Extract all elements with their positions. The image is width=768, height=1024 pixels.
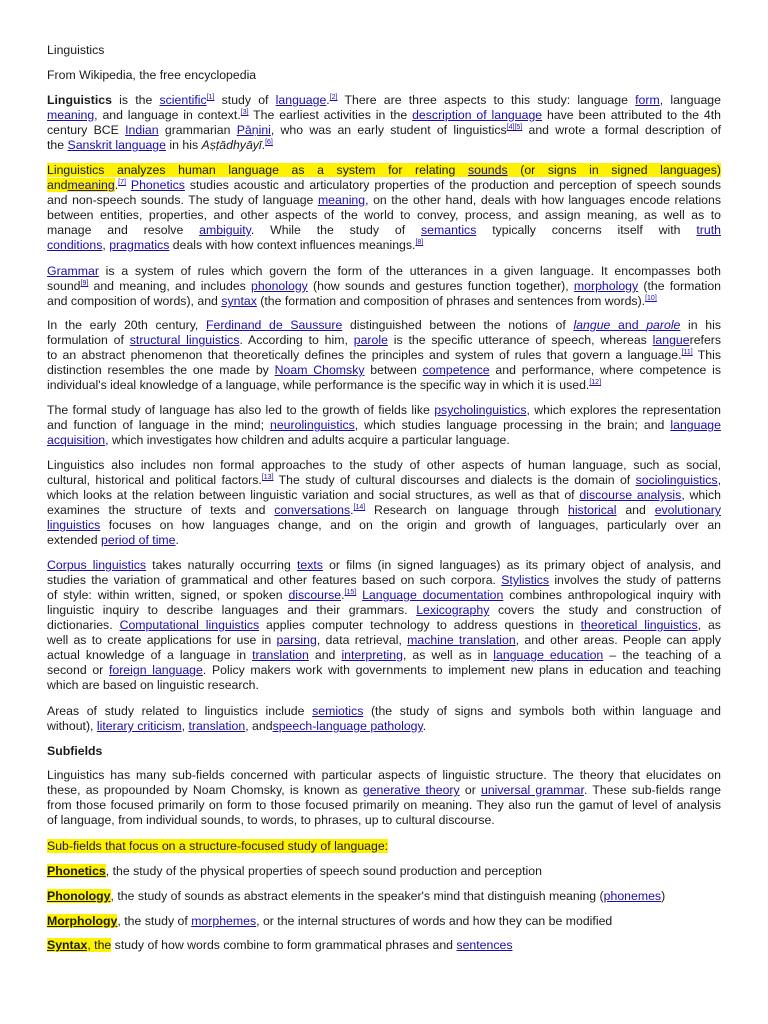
text-run: , data retrieval, — [316, 633, 408, 647]
text-line — [47, 798, 721, 813]
text-line — [47, 363, 721, 378]
text-run: and composition of words), and — [47, 294, 222, 308]
text-run: . According to him, — [239, 333, 354, 347]
wiki-link[interactable]: semiotics — [312, 704, 364, 718]
citation-link[interactable]: [10] — [645, 295, 657, 302]
text-run: , as — [697, 618, 721, 632]
text-run: in his — [165, 138, 202, 152]
text-line — [47, 719, 721, 734]
wiki-link[interactable]: translation — [188, 719, 246, 733]
text-run: . — [422, 719, 427, 733]
text-line — [47, 318, 721, 333]
text-run: between — [364, 363, 423, 377]
text-run: studies acoustic and articulatory properties of the production and perception of speech sounds — [184, 178, 722, 192]
wiki-link[interactable]: literary criticism — [96, 719, 182, 733]
text-run: examines the structure of texts and — [47, 503, 275, 517]
wiki-link[interactable]: meaning — [317, 193, 366, 207]
wiki-link[interactable]: Sanskrit language — [67, 138, 166, 152]
wiki-link[interactable]: machine translation — [407, 633, 516, 647]
wiki-link[interactable]: period of time — [101, 533, 176, 547]
wiki-link[interactable]: speech-language pathology — [272, 719, 423, 733]
text-run: This — [692, 348, 721, 362]
wiki-link[interactable]: foreign language — [108, 663, 203, 677]
text-run: covers the study and construction of — [489, 603, 721, 617]
text-line — [47, 503, 721, 518]
text-run: , as well as in — [402, 648, 494, 662]
text-run: Linguistics has many sub-fields concerned with particular aspects of linguistic structure. The theory that elucidates on — [47, 768, 721, 782]
text-line — [47, 178, 721, 193]
text-run: is the — [111, 93, 160, 107]
text-run: (or signs in signed languages) — [507, 163, 721, 177]
wiki-link[interactable]: parsing — [276, 633, 317, 647]
text-run: these, as propounded by Noam Chomsky, is known as — [47, 783, 363, 797]
wiki-link[interactable]: discourse analysis — [579, 488, 682, 502]
text-run: . — [326, 93, 330, 107]
text-run: Areas of study related to linguistics include — [47, 704, 313, 718]
text-run: Linguistics analyzes human language as a system for relating — [47, 163, 468, 177]
text-run: typically concerns itself with — [476, 223, 697, 237]
text-line — [47, 938, 721, 953]
wiki-link[interactable]: Grammar — [47, 264, 99, 278]
text-run: or films (in signed languages) as its primary object of analysis, and — [322, 558, 721, 572]
text-run: study of — [214, 93, 276, 107]
text-line — [47, 279, 721, 294]
citation-link[interactable]: [3] — [240, 109, 249, 116]
text-run: takes naturally occurring — [146, 558, 297, 572]
text-line — [47, 744, 721, 759]
text-run: have been attributed to the 4th — [542, 108, 721, 122]
wiki-link[interactable]: Pāṇini — [236, 123, 271, 137]
text-run: distinction resembles the one made by — [47, 363, 275, 377]
text-run: is the specific utterance of speech, whereas — [387, 333, 653, 347]
text-run: , which studies language processing in the brain; and — [354, 418, 671, 432]
text-line — [47, 588, 721, 603]
wiki-link[interactable]: language — [275, 93, 327, 107]
text-run: . While the study of — [250, 223, 421, 237]
bold-term: Phonology — [47, 889, 111, 903]
wiki-link[interactable]: sentences — [456, 938, 513, 952]
text-run: without), — [47, 719, 97, 733]
text-run: , which investigates how children and adults acquire a particular language. — [105, 433, 510, 447]
text-run: . These sub-fields range — [583, 783, 721, 797]
text-line — [47, 193, 721, 208]
text-run: ) — [661, 889, 666, 903]
text-run: involves the study of patterns — [549, 573, 721, 587]
text-run: , the study of — [117, 914, 192, 928]
citation-link[interactable]: [12] — [589, 379, 602, 386]
text-line — [47, 108, 721, 123]
text-line — [47, 333, 721, 348]
wiki-link[interactable]: form — [635, 93, 660, 107]
wiki-link[interactable]: Language documentation — [362, 588, 504, 602]
text-run: between entities, properties, and other aspects of the world to convey, process, and assign meaning, as well as to — [47, 208, 721, 222]
text-run: dictionaries. — [47, 618, 120, 632]
text-line — [47, 163, 721, 178]
text-run: is a system of rules which govern the form of the utterances in a given language. It encompasses both — [98, 264, 721, 278]
text-run: (the study of signs and symbols both within language and — [363, 704, 721, 718]
citation-link[interactable]: [9] — [80, 280, 89, 287]
text-run: focuses on how languages change, and on the origin and growth of languages, particularly over an — [100, 518, 721, 532]
text-line — [47, 294, 721, 309]
text-run: which looks at the relation between linguistic variation and social structures, as well as that of — [47, 488, 580, 502]
text-run: , or the internal structures of words and how they can be modified — [256, 914, 613, 928]
text-line — [47, 418, 721, 433]
wiki-link[interactable]: parole — [646, 318, 681, 332]
bold-term: Morphology — [47, 914, 118, 928]
text-line — [47, 678, 721, 693]
text-run: refers — [689, 333, 722, 347]
bold-term: Phonetics — [47, 864, 106, 878]
text-run: (how sounds and gestures function together), — [307, 279, 574, 293]
wiki-link[interactable]: sounds — [467, 163, 508, 177]
text-run: of style: within written, signed, or spoken — [47, 588, 289, 602]
text-line — [47, 864, 721, 879]
text-run: , and — [245, 719, 273, 733]
wiki-link[interactable]: neurolinguistics — [270, 418, 355, 432]
text-run: . — [175, 533, 179, 547]
text-line — [47, 618, 721, 633]
wiki-link[interactable]: discourse — [288, 588, 342, 602]
citation-link[interactable]: [2] — [329, 94, 338, 101]
wiki-link[interactable]: historical — [567, 503, 617, 517]
text-run: The study of cultural discourses and dialects is the domain of — [273, 473, 636, 487]
text-run: There are three aspects to this study: language — [337, 93, 636, 107]
wiki-link[interactable]: Phonetics — [130, 178, 185, 192]
wiki-link[interactable]: translation — [252, 648, 309, 662]
text-run: applies computer technology to address questions in — [259, 618, 581, 632]
text-run: Sub-fields that focus on a structure-focused study of language: — [47, 839, 389, 853]
wiki-link[interactable]: langue — [652, 333, 690, 347]
text-run: of language, from individual sounds, to words, to phrases, up to cultural discourse. — [47, 813, 495, 827]
text-line — [47, 238, 721, 253]
text-run: and function of language in the mind; — [47, 418, 270, 432]
text-run: second or — [47, 663, 109, 677]
wiki-link[interactable]: universal grammar — [481, 783, 584, 797]
text-run: and meaning, and includes — [88, 279, 252, 293]
wiki-link[interactable]: Lexicography — [416, 603, 490, 617]
text-run: . Policy makers work with governments to implement new plans in education and teaching — [202, 663, 721, 677]
wiki-link[interactable]: psycholinguistics — [434, 403, 527, 417]
wiki-link[interactable]: truth — [696, 223, 721, 237]
wiki-link[interactable]: conversations — [274, 503, 351, 517]
text-line — [47, 914, 721, 929]
citation-link[interactable]: [4][5] — [506, 124, 523, 131]
text-run: In the early 20th century, — [47, 318, 206, 332]
wiki-link[interactable]: interpreting — [341, 648, 403, 662]
text-run: , — [181, 719, 189, 733]
text-line — [47, 839, 721, 854]
text-run: to an abstract phenomenon that theoretically defines the principles and system of rules that govern a language. — [47, 348, 682, 362]
citation-link[interactable]: [7] — [118, 179, 126, 186]
text-run: (the formation — [638, 279, 721, 293]
wiki-link[interactable]: morphemes — [191, 914, 257, 928]
text-run: The formal study of language has also led to the growth of fields like — [47, 403, 435, 417]
citation-link[interactable]: [8] — [415, 239, 424, 246]
text-line — [47, 348, 721, 363]
text-run: , the — [87, 938, 112, 952]
text-line — [47, 93, 721, 108]
text-line — [47, 518, 721, 533]
text-line — [47, 123, 721, 138]
wiki-link[interactable]: phonology — [251, 279, 308, 293]
text-run: . — [114, 178, 119, 192]
text-line — [47, 603, 721, 618]
text-line — [47, 223, 721, 238]
text-line — [47, 783, 721, 798]
text-run: study of how words combine to form grammatical phrases and — [111, 938, 457, 952]
text-line — [47, 138, 721, 153]
text-line — [47, 403, 721, 418]
wiki-link[interactable]: structural linguistics — [129, 333, 240, 347]
text-line — [47, 473, 721, 488]
text-run: , the study of sounds as abstract elements in the speaker's mind that distinguish meaning ( — [110, 889, 604, 903]
wiki-link[interactable]: theoretical linguistics — [580, 618, 698, 632]
text-run: and — [308, 648, 342, 662]
text-run: sound — [47, 279, 81, 293]
text-line — [47, 533, 721, 548]
text-run: grammarian — [158, 123, 237, 137]
citation-link[interactable]: [15] — [344, 589, 357, 596]
citation-link[interactable]: [13] — [261, 474, 274, 481]
text-line — [47, 488, 721, 503]
wiki-link[interactable]: langue — [573, 318, 611, 332]
text-run: formulation of — [47, 333, 130, 347]
text-run: actual knowledge of a language in — [47, 648, 253, 662]
text-run: linguistic inquiry to describe languages and their grammars. — [47, 603, 417, 617]
wiki-link[interactable]: morphology — [573, 279, 639, 293]
wiki-link[interactable]: Noam Chomsky — [274, 363, 365, 377]
text-run: Linguistics also includes non formal approaches to the study of other aspects of human language, such as social, — [47, 458, 721, 472]
text-line — [47, 704, 721, 719]
text-run: , — [102, 238, 110, 252]
wiki-link[interactable]: competence — [422, 363, 490, 377]
wiki-link[interactable]: language education — [493, 648, 604, 662]
text-run: from those focused primarily on form to those focused primarily on meaning. They also run the gamut of level of analysis — [47, 798, 721, 812]
wiki-link[interactable]: pragmatics — [109, 238, 170, 252]
wiki-link[interactable]: Computational linguistics — [119, 618, 260, 632]
citation-link[interactable]: [1] — [206, 94, 215, 101]
text-line — [47, 558, 721, 573]
wiki-link[interactable]: texts — [296, 558, 323, 572]
citation-link[interactable]: [6] — [265, 139, 273, 146]
wiki-link[interactable]: and — [610, 318, 647, 332]
text-run: , which explores the representation — [526, 403, 721, 417]
text-run: in his — [680, 318, 721, 332]
wiki-link[interactable]: description of language — [412, 108, 543, 122]
text-run: and — [616, 503, 655, 517]
text-run: Research on language through — [365, 503, 568, 517]
text-line — [47, 768, 721, 783]
bold-term: Subfields — [47, 744, 103, 758]
text-line — [47, 573, 721, 588]
text-run: , and language in context. — [94, 108, 241, 122]
wiki-link[interactable]: Indian — [125, 123, 159, 137]
text-run: individual's ideal knowledge of a language, while performance is the specific way in which it is used. — [47, 378, 590, 392]
text-run: , who was an early student of linguistics — [270, 123, 507, 137]
text-line — [47, 889, 721, 904]
wiki-link[interactable]: ambiguity — [199, 223, 251, 237]
wiki-link[interactable]: scientific — [159, 93, 207, 107]
text-line — [47, 663, 721, 678]
text-run: , — [717, 473, 721, 487]
text-run: and — [47, 178, 68, 192]
wiki-link[interactable]: evolutionary — [654, 503, 721, 517]
text-run: the — [47, 138, 68, 152]
text-run: . — [261, 138, 266, 152]
wiki-link[interactable]: generative theory — [362, 783, 460, 797]
text-run: Aṣṭādhyāyī — [201, 138, 262, 152]
text-run: extended — [47, 533, 102, 547]
text-line — [47, 633, 721, 648]
wiki-link[interactable]: sociolinguistics — [635, 473, 718, 487]
wiki-link[interactable]: meaning — [67, 178, 115, 192]
text-line — [47, 458, 721, 473]
text-run: . — [350, 503, 354, 517]
wiki-link[interactable]: linguistics — [47, 518, 101, 532]
text-run: , and other areas. People can apply — [515, 633, 721, 647]
wiki-link[interactable]: semantics — [421, 223, 477, 237]
bold-term: Syntax — [47, 938, 88, 952]
text-run: cultural, historical and political factors. — [47, 473, 262, 487]
text-line — [47, 648, 721, 663]
text-run: , which — [681, 488, 721, 502]
wiki-link[interactable]: meaning — [47, 108, 95, 122]
wiki-link[interactable]: acquisition — [47, 433, 106, 447]
text-run: manage and resolve — [47, 223, 200, 237]
text-line — [47, 378, 721, 393]
wiki-link[interactable]: Stylistics — [501, 573, 550, 587]
text-run: which are based on linguistic research. — [47, 678, 259, 692]
citation-link[interactable]: [14] — [353, 504, 366, 511]
wiki-link[interactable]: phonemes — [603, 889, 662, 903]
text-line — [47, 208, 721, 223]
wiki-link[interactable]: syntax — [221, 294, 257, 308]
text-run: and wrote a formal description of — [522, 123, 721, 137]
text-line — [47, 813, 721, 828]
text-run: , language — [659, 93, 721, 107]
text-run: (the formation and composition of phrases and sentences from words). — [256, 294, 646, 308]
text-line — [47, 433, 721, 448]
text-run: , the study of the physical properties of speech sound production and perception — [105, 864, 542, 878]
text-run: distinguished between the notions of — [342, 318, 574, 332]
text-run: well as to create applications for use in — [47, 633, 277, 647]
text-run: and performance, where competence is — [489, 363, 722, 377]
wiki-link[interactable]: Corpus linguistics — [47, 558, 147, 572]
text-run: studies the variation of grammatical and other features based on such corpora. — [47, 573, 502, 587]
text-run: century BCE — [47, 123, 126, 137]
text-run: combines anthropological inquiry with — [503, 588, 722, 602]
text-run: and non-speech sounds. The study of language — [47, 193, 318, 207]
wiki-link[interactable]: conditions — [47, 238, 103, 252]
citation-link[interactable]: [11] — [681, 349, 693, 356]
wiki-link[interactable]: Ferdinand de Saussure — [206, 318, 343, 332]
text-run: , on the other hand, deals with how languages encode relations — [365, 193, 722, 207]
bold-term: Linguistics — [47, 93, 112, 107]
text-run: deals with how context influences meanings. — [169, 238, 416, 252]
page-subtitle: From Wikipedia, the free encyclopedia — [47, 68, 257, 82]
text-run: . — [341, 588, 345, 602]
text-run: The earliest activities in the — [248, 108, 413, 122]
text-line — [47, 264, 721, 279]
page-title: Linguistics — [47, 43, 105, 57]
text-run: – the teaching of a — [603, 648, 721, 662]
wiki-link[interactable]: parole — [353, 333, 388, 347]
wiki-link[interactable]: language — [670, 418, 721, 432]
text-run: or — [459, 783, 481, 797]
